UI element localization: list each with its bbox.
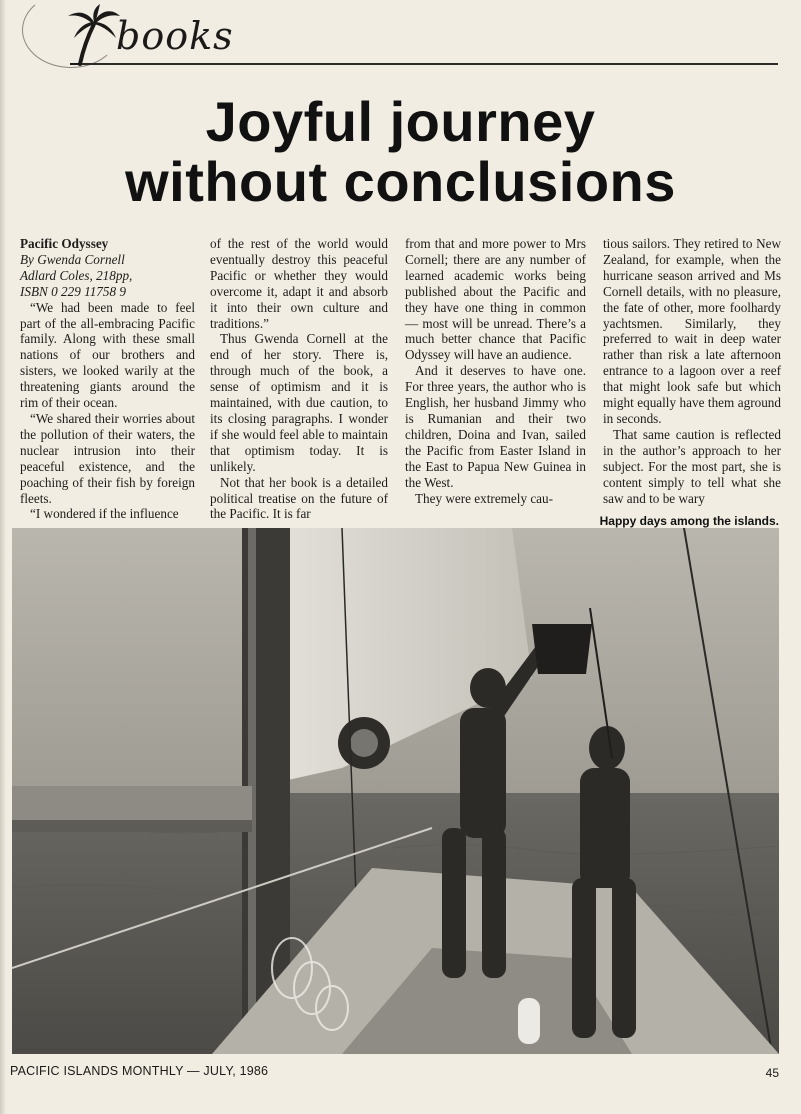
photo-illustration [12, 528, 779, 1054]
book-title: Pacific Odyssey [20, 236, 109, 251]
paragraph: “We shared their worries about the pollution of their waters, the nuclear intrusion into their peaceful existence, and the poaching of their fish by foreign fleets. [20, 410, 195, 506]
paragraph: Not that her book is a detailed political treatise on the future of the Pacific. It is far [210, 474, 388, 522]
paragraph: from that and more power to Mrs Cornell; there are any number of learned academic works being published about the Pacific and they have one thing in common — most will be unread. There’s a much better chance that Pacific Odyssey will have an audience. [405, 236, 586, 363]
cleat [518, 998, 540, 1044]
yacht-deck-photo [12, 528, 779, 1054]
paragraph: tious sailors. They retired to New Zealand, for example, when the hurricane season arrived and Ms Cornell details, with no pleasure, the fate of other, more foolhardy yachtsmen. Similarly, they preferred to wait in deep water rather than risk a late afternoon entrance to a lagoon over a reef that might look safe but which might equally have them aground in seconds. [603, 236, 781, 426]
headline-line-2: without conclusions [125, 150, 676, 213]
paragraph: That same caution is reflected in the author’s approach to her subject. For the most part, she is content simply to tell what she saw and to be wary [603, 426, 781, 506]
page-number: 45 [765, 1066, 779, 1080]
photo-caption: Happy days among the islands. [599, 514, 779, 528]
headline-line-1: Joyful journey [205, 90, 596, 153]
bucket [532, 624, 592, 674]
section-label: books [116, 14, 234, 58]
book-publisher: Adlard Coles, 218pp, [20, 267, 133, 283]
paragraph: “We had been made to feel part of the all-embracing Pacific family. Along with these small nations of our brothers and sisters, we looked warily at the threatening giants around the rim of their ocean. [20, 299, 195, 411]
article-column-3 [405, 236, 586, 506]
headline [0, 92, 801, 212]
footer-publication: PACIFIC ISLANDS MONTHLY — JULY, 1986 [10, 1064, 269, 1078]
paragraph: Thus Gwenda Cornell at the end of her story. There is, through much of the book, a sense of optimism and it is maintained, with due caution, to its closing paragraphs. I wonder if she would feel able to maintain that optimism today. It is unlikely. [210, 331, 388, 474]
article-column-1 [20, 236, 195, 522]
article-column-2 [210, 236, 388, 522]
palm-tree-icon [50, 4, 126, 66]
boom-shadow [12, 820, 252, 832]
section-rule [82, 63, 778, 65]
paragraph: of the rest of the world would eventually destroy this peaceful Pacific or whether they would overcome it, adapt it and absorb it into their own culture and traditions.” [210, 236, 388, 331]
winch-drum [350, 729, 378, 757]
book-author: By Gwenda Cornell [20, 251, 125, 267]
paragraph: They were extremely cau- [415, 490, 554, 506]
book-isbn: ISBN 0 229 11758 9 [20, 283, 126, 299]
article-column-4 [603, 236, 781, 506]
paragraph: “I wondered if the influence [30, 506, 179, 522]
section-header [22, 0, 778, 70]
paragraph: And it deserves to have one. For three years, the author who is English, her husband Jimmy who is Rumanian and their two children, Doina and Ivan, sailed the Pacific from Easter Island in the East to Papua New Guinea in the West. [405, 363, 586, 490]
